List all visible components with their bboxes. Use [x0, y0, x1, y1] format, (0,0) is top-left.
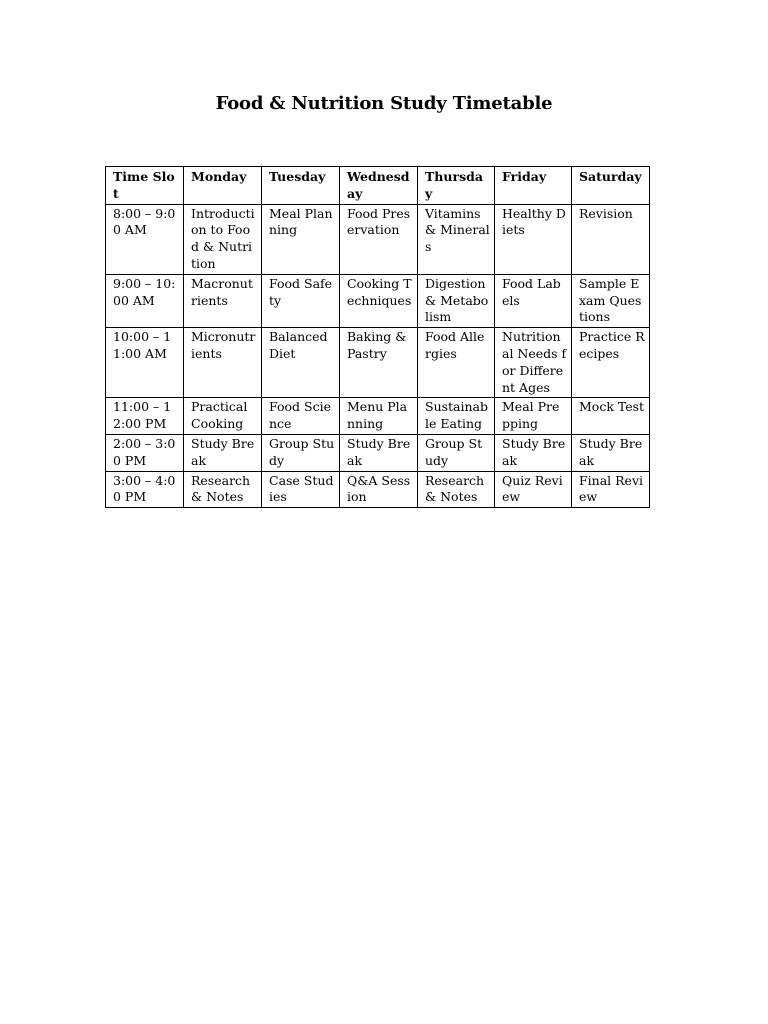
time-slot-cell: 11:00 – 12:00 PM: [106, 398, 184, 435]
header-time-slot: Time Slot: [106, 167, 184, 205]
table-cell: Study Break: [184, 434, 262, 471]
table-row: [106, 398, 650, 435]
table-cell: Q&A Session: [340, 471, 418, 508]
table-cell: Food Labels: [495, 274, 572, 327]
header-wednesday: Wednesday: [340, 167, 418, 205]
table-row: [106, 204, 650, 274]
table-cell: Sustainable Eating: [418, 398, 495, 435]
table-cell: Food Science: [262, 398, 340, 435]
table-cell: Food Safety: [262, 274, 340, 327]
header-tuesday: Tuesday: [262, 167, 340, 205]
table-row: [106, 434, 650, 471]
table-cell: Menu Planning: [340, 398, 418, 435]
table-cell: Nutritional Needs for Different Ages: [495, 328, 572, 398]
table-cell: Vitamins & Minerals: [418, 204, 495, 274]
page-title: Food & Nutrition Study Timetable: [215, 93, 553, 114]
header-row: [106, 167, 650, 205]
table-cell: Study Break: [495, 434, 572, 471]
time-slot-cell: 3:00 – 4:00 PM: [106, 471, 184, 508]
header-thursday: Thursday: [418, 167, 495, 205]
table-cell: Macronutrients: [184, 274, 262, 327]
table-cell: Digestion & Metabolism: [418, 274, 495, 327]
timetable: [105, 166, 650, 508]
table-cell: Healthy Diets: [495, 204, 572, 274]
time-slot-cell: 9:00 – 10:00 AM: [106, 274, 184, 327]
table-cell: Balanced Diet: [262, 328, 340, 398]
table-cell: Revision: [572, 204, 650, 274]
table-cell: Sample Exam Questions: [572, 274, 650, 327]
header-friday: Friday: [495, 167, 572, 205]
table-cell: Micronutrients: [184, 328, 262, 398]
table-row: [106, 328, 650, 398]
table-cell: Food Preservation: [340, 204, 418, 274]
table-cell: Practice Recipes: [572, 328, 650, 398]
table-cell: Study Break: [340, 434, 418, 471]
table-cell: Study Break: [572, 434, 650, 471]
table-cell: Practical Cooking: [184, 398, 262, 435]
table-cell: Research & Notes: [418, 471, 495, 508]
time-slot-cell: 10:00 – 11:00 AM: [106, 328, 184, 398]
table-cell: Meal Planning: [262, 204, 340, 274]
table-row: [106, 471, 650, 508]
table-row: [106, 274, 650, 327]
time-slot-cell: 2:00 – 3:00 PM: [106, 434, 184, 471]
table-cell: Baking & Pastry: [340, 328, 418, 398]
table-cell: Final Review: [572, 471, 650, 508]
table-cell: Group Study: [418, 434, 495, 471]
table-cell: Food Allergies: [418, 328, 495, 398]
table-cell: Quiz Review: [495, 471, 572, 508]
table-cell: Introduction to Food & Nutrition: [184, 204, 262, 274]
time-slot-cell: 8:00 – 9:00 AM: [106, 204, 184, 274]
table-cell: Research & Notes: [184, 471, 262, 508]
table-cell: Mock Test: [572, 398, 650, 435]
table-cell: Cooking Techniques: [340, 274, 418, 327]
table-cell: Meal Prepping: [495, 398, 572, 435]
table-cell: Case Studies: [262, 471, 340, 508]
header-saturday: Saturday: [572, 167, 650, 205]
table-cell: Group Study: [262, 434, 340, 471]
header-monday: Monday: [184, 167, 262, 205]
